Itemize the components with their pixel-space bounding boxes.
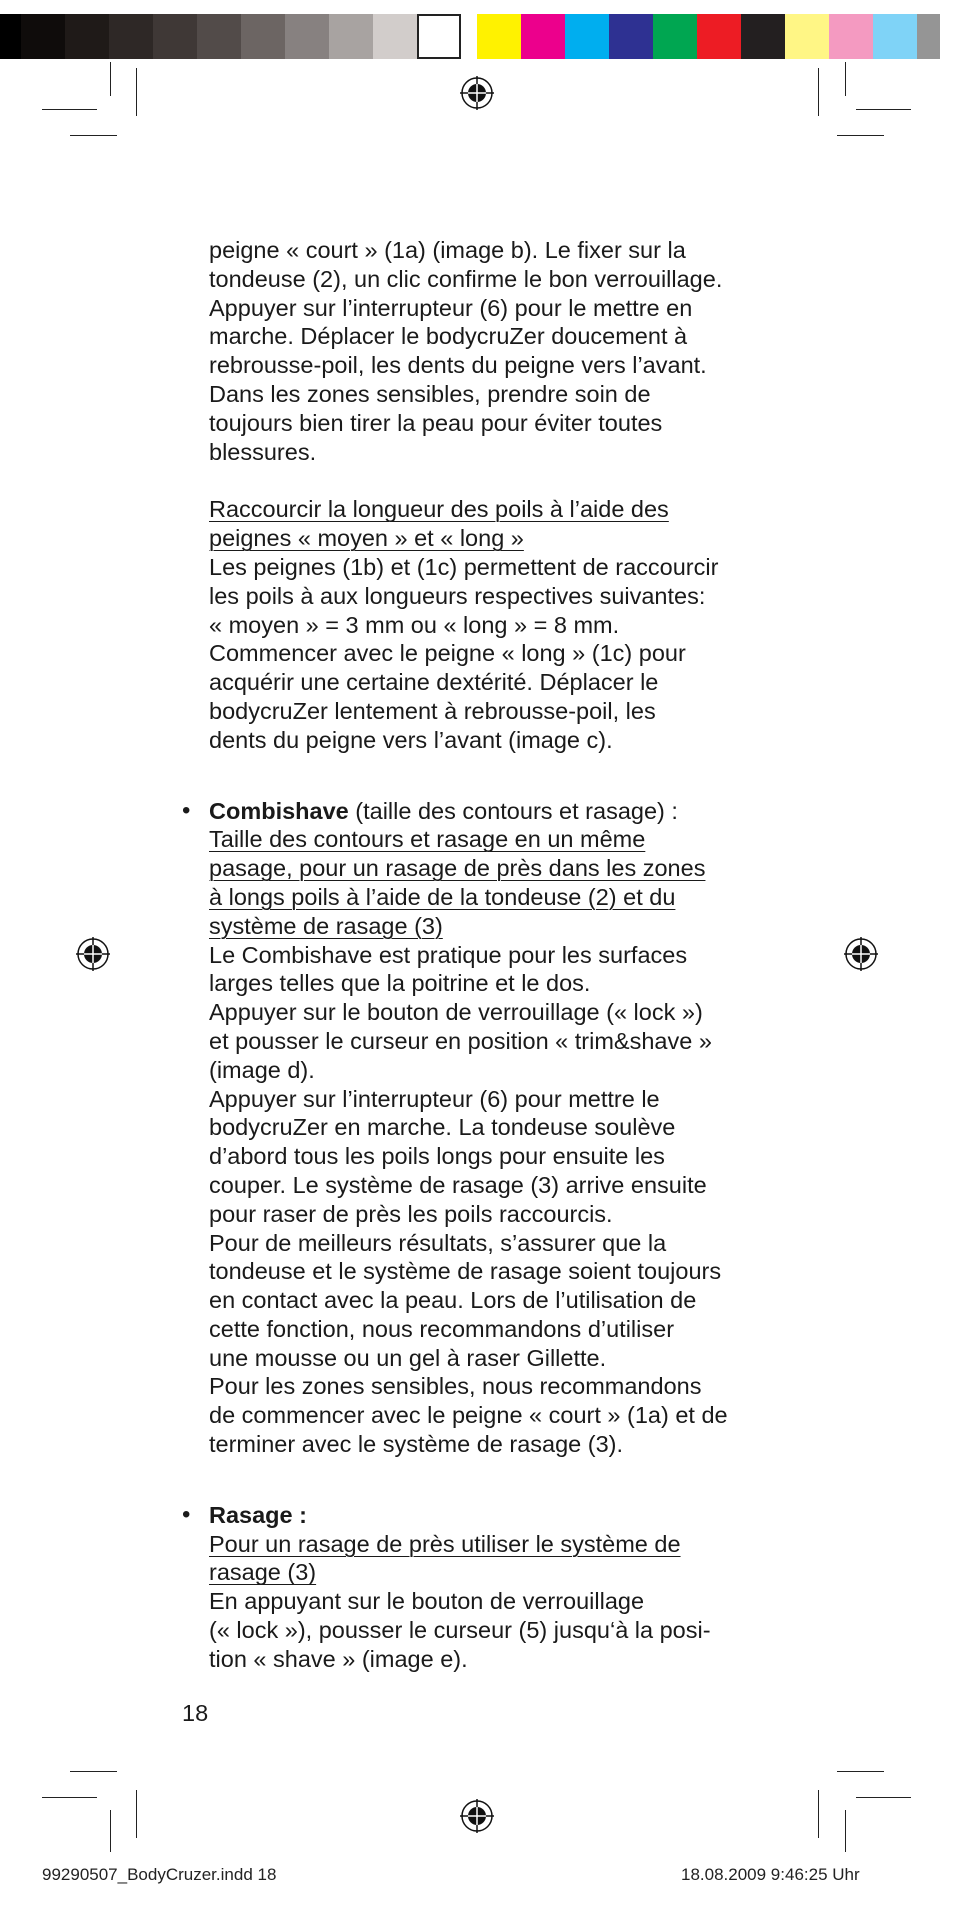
crop-mark xyxy=(110,62,111,96)
list-item-combishave xyxy=(182,796,779,1459)
combishave-title-rest: (taille des contours et rasage) : xyxy=(348,797,678,824)
text-line: rebrousse-poil, les dents du peigne vers l’avant. xyxy=(209,352,707,379)
color-swatch xyxy=(197,14,241,59)
section-heading-comb-lengths xyxy=(209,495,779,553)
text-line: à longs poils à l’aide de la tondeuse (2) et du xyxy=(209,883,676,910)
crop-mark xyxy=(136,68,137,116)
text-line: Pour les zones sensibles, nous recommandons xyxy=(209,1373,702,1400)
footer-filename: 99290507_BodyCruzer.indd 18 xyxy=(42,1865,277,1884)
text-line: système de rasage (3) xyxy=(209,912,443,939)
crop-mark xyxy=(42,109,97,110)
text-line: Appuyer sur le bouton de verrouillage (« lock ») xyxy=(209,999,703,1026)
color-swatch xyxy=(285,14,329,59)
crop-mark xyxy=(818,1790,819,1838)
text-line: tion « shave » (image e). xyxy=(209,1645,468,1672)
crop-mark xyxy=(70,135,117,136)
text-line: de commencer avec le peigne « court » (1a) et de xyxy=(209,1402,728,1429)
color-swatch xyxy=(609,14,653,59)
crop-mark xyxy=(856,1797,911,1798)
text-line: pour raser de près les poils raccourcis. xyxy=(209,1200,613,1227)
text-line: larges telles que la poitrine et le dos. xyxy=(209,970,591,997)
color-swatch xyxy=(917,14,940,59)
text-line: Pour de meilleurs résultats, s’assurer que la xyxy=(209,1229,667,1256)
crop-mark xyxy=(42,1797,97,1798)
color-swatch xyxy=(109,14,153,59)
text-line: cette fonction, nous recommandons d’utiliser xyxy=(209,1315,675,1342)
registration-mark-icon xyxy=(460,1799,494,1833)
bullet-icon: • xyxy=(182,1500,191,1528)
text-line: couper. Le système de rasage (3) arrive ensuite xyxy=(209,1171,707,1198)
text-line: Appuyer sur l’interrupteur (6) pour le mettre en xyxy=(209,294,693,321)
text-line: peignes « moyen » et « long » xyxy=(209,525,524,552)
text-line: Dans les zones sensibles, prendre soin de xyxy=(209,380,651,407)
color-swatch xyxy=(373,14,417,59)
text-line: (« lock »), pousser le curseur (5) jusqu‘à la posi- xyxy=(209,1617,711,1644)
crop-mark xyxy=(110,1810,111,1852)
crop-mark xyxy=(845,1810,846,1852)
combishave-text xyxy=(209,941,779,1459)
color-swatch xyxy=(21,14,65,59)
bullet-icon: • xyxy=(182,796,191,824)
text-line: terminer avec le système de rasage (3). xyxy=(209,1431,624,1458)
crop-mark xyxy=(136,1790,137,1838)
text-line: En appuyant sur le bouton de verrouillage xyxy=(209,1588,645,1615)
text-line: bodycruZer lentement à rebrousse-poil, les xyxy=(209,697,656,724)
text-line: Le Combishave est pratique pour les surfaces xyxy=(209,941,688,968)
text-line: rasage (3) xyxy=(209,1559,317,1586)
crop-mark xyxy=(818,68,819,116)
color-swatch xyxy=(873,14,917,59)
text-line: Appuyer sur l’interrupteur (6) pour mettre le xyxy=(209,1085,660,1112)
text-line: marche. Déplacer le bodycruZer doucement à xyxy=(209,323,688,350)
color-swatch xyxy=(241,14,285,59)
text-line: acquérir une certaine dextérité. Déplacer le xyxy=(209,669,659,696)
crop-mark xyxy=(837,135,884,136)
text-line: les poils à aux longueurs respectives suivantes: xyxy=(209,582,706,609)
text-line: tondeuse et le système de rasage soient toujours xyxy=(209,1258,722,1285)
rasage-text xyxy=(209,1587,779,1673)
text-line: tondeuse (2), un clic confirme le bon verrouillage. xyxy=(209,265,723,292)
crop-mark xyxy=(856,109,911,110)
color-swatch xyxy=(829,14,873,59)
registration-mark-icon xyxy=(844,937,878,971)
color-calibration-bar xyxy=(0,14,954,59)
text-line: en contact avec la peau. Lors de l’utilisation de xyxy=(209,1287,697,1314)
text-line: dents du peigne vers l’avant (image c). xyxy=(209,726,613,753)
page-number: 18 xyxy=(182,1700,209,1726)
color-swatch xyxy=(65,14,109,59)
text-line: « moyen » = 3 mm ou « long » = 8 mm. xyxy=(209,611,620,638)
text-line: d’abord tous les poils longs pour ensuite les xyxy=(209,1143,665,1170)
list-item-rasage xyxy=(182,1500,779,1674)
crop-mark xyxy=(70,1771,117,1772)
combishave-title-line xyxy=(209,797,779,826)
color-swatch xyxy=(153,14,197,59)
color-swatch xyxy=(461,14,477,59)
manual-text-column xyxy=(182,236,779,1674)
color-swatch xyxy=(521,14,565,59)
text-line: pasage, pour un rasage de près dans les zones xyxy=(209,855,706,882)
text-line: peigne « court » (1a) (image b). Le fixer sur la xyxy=(209,237,686,263)
text-line: une mousse ou un gel à raser Gillette. xyxy=(209,1344,607,1371)
paragraph-comb-lengths xyxy=(209,553,779,755)
color-swatch xyxy=(741,14,785,59)
text-line: (image d). xyxy=(209,1056,315,1083)
color-swatch xyxy=(0,14,21,59)
color-swatch xyxy=(477,14,521,59)
text-line: Pour un rasage de près utiliser le système de xyxy=(209,1530,681,1557)
paragraph-comb-short xyxy=(209,236,779,466)
text-line: bodycruZer en marche. La tondeuse soulève xyxy=(209,1114,676,1141)
text-line: Commencer avec le peigne « long » (1c) pour xyxy=(209,640,686,667)
text-line: blessures. xyxy=(209,438,317,465)
combishave-heading xyxy=(209,825,779,940)
text-line: Raccourcir la longueur des poils à l’aide des xyxy=(209,496,669,523)
crop-mark xyxy=(837,1771,884,1772)
footer-timestamp: 18.08.2009 9:46:25 Uhr xyxy=(681,1865,860,1884)
color-swatch xyxy=(785,14,829,59)
color-swatch xyxy=(653,14,697,59)
color-swatch xyxy=(565,14,609,59)
text-line: toujours bien tirer la peau pour éviter toutes xyxy=(209,409,663,436)
crop-mark xyxy=(845,62,846,96)
color-swatch xyxy=(417,14,461,59)
text-line: Taille des contours et rasage en un même xyxy=(209,826,646,853)
color-swatch xyxy=(697,14,741,59)
text-line: Les peignes (1b) et (1c) permettent de raccourcir xyxy=(209,553,719,580)
registration-mark-icon xyxy=(76,937,110,971)
text-line: et pousser le curseur en position « trim&shave » xyxy=(209,1027,712,1054)
rasage-title: Rasage : xyxy=(209,1501,307,1528)
rasage-heading xyxy=(209,1530,779,1588)
registration-mark-icon xyxy=(460,76,494,110)
color-swatch xyxy=(329,14,373,59)
combishave-title: Combishave xyxy=(209,797,349,824)
